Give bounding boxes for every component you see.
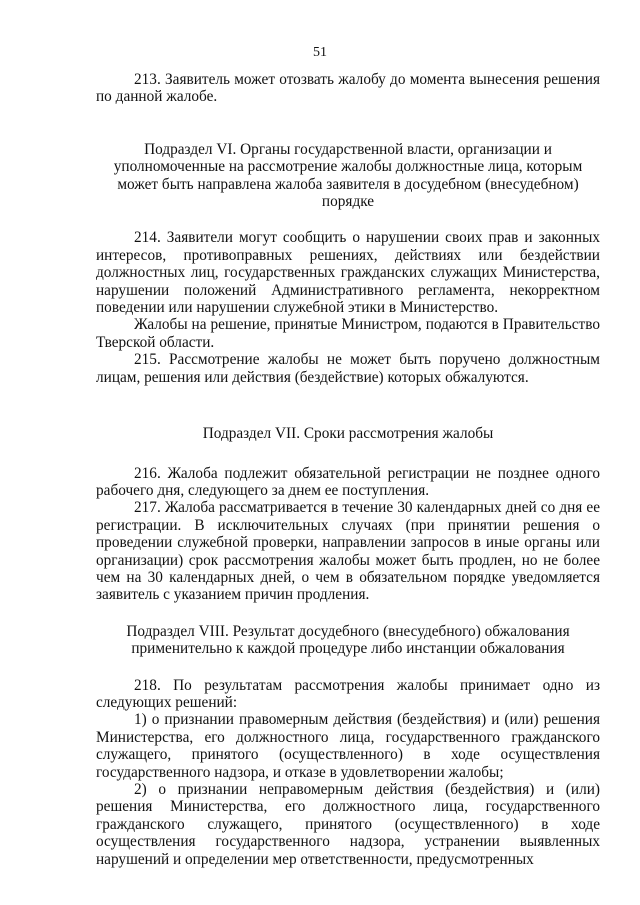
paragraph-218-item-1: 1) о признании правомерным действия (бездействия) и (или) решения Министерства, его должностного лица, государственного гражданского служащего, принятого (осуществленного) в ходе осуществления государственного надзора, и отказе в удовлетворении жалобы; (96, 711, 600, 781)
paragraph-218-item-2: 2) о признании неправомерным действия (бездействия) и (или) решения Министерства, его должностного лица, государственного гражданского служащего, принятого (осуществленного) в ходе осуществления государственного надзора, устранении выявленных нарушений и определении мер ответственности, предусмотренных (96, 781, 600, 868)
document-body (96, 71, 600, 868)
paragraph-217: 217. Жалоба рассматривается в течение 30 календарных дней со дня ее регистрации. В исключительных случаях (при принятии решения о проведении служебной проверки, направлении запросов в иные органы или организации) срок рассмотрения жалобы может быть продлен, но не более чем на 30 календарных дней, о чем в обязательном порядке уведомляется заявитель с указанием причин продления. (96, 499, 600, 604)
paragraph-216: 216. Жалоба подлежит обязательной регистрации не позднее одного рабочего дня, следующего за днем ее поступления. (96, 464, 600, 499)
paragraph-214-continued: Жалобы на решение, принятые Министром, подаются в Правительство Тверской области. (96, 316, 600, 351)
subsection-vii-heading: Подраздел VII. Сроки рассмотрения жалобы (202, 425, 494, 443)
subsection-vi-heading: Подраздел VI. Органы государственной власти, организации и уполномоченные на рассмотрение жалобы должностные лица, которым может быть направлена жалоба заявителя в досудебном (внесудебном) порядке (113, 140, 583, 211)
page-number: 51 (313, 45, 327, 60)
paragraph-213: 213. Заявитель может отозвать жалобу до момента вынесения решения по данной жалобе. (96, 71, 600, 106)
subsection-viii-heading: Подраздел VIII. Результат досудебного (внесудебного) обжалования применительно к каждой процедуре либо инстанции обжалования (126, 622, 570, 658)
paragraph-215: 215. Рассмотрение жалобы не может быть поручено должностным лицам, решения или действия (бездействие) которых обжалуются. (96, 351, 600, 386)
paragraph-218: 218. По результатам рассмотрения жалобы принимает одно из следующих решений: (96, 676, 600, 711)
paragraph-214: 214. Заявители могут сообщить о нарушении своих прав и законных интересов, противоправных решениях, действиях или бездействии должностных лиц, государственных гражданских служащих Министерства, нарушении положений Административного регламента, некорректном поведении или нарушении служебной этики в Министерство. (96, 229, 600, 317)
